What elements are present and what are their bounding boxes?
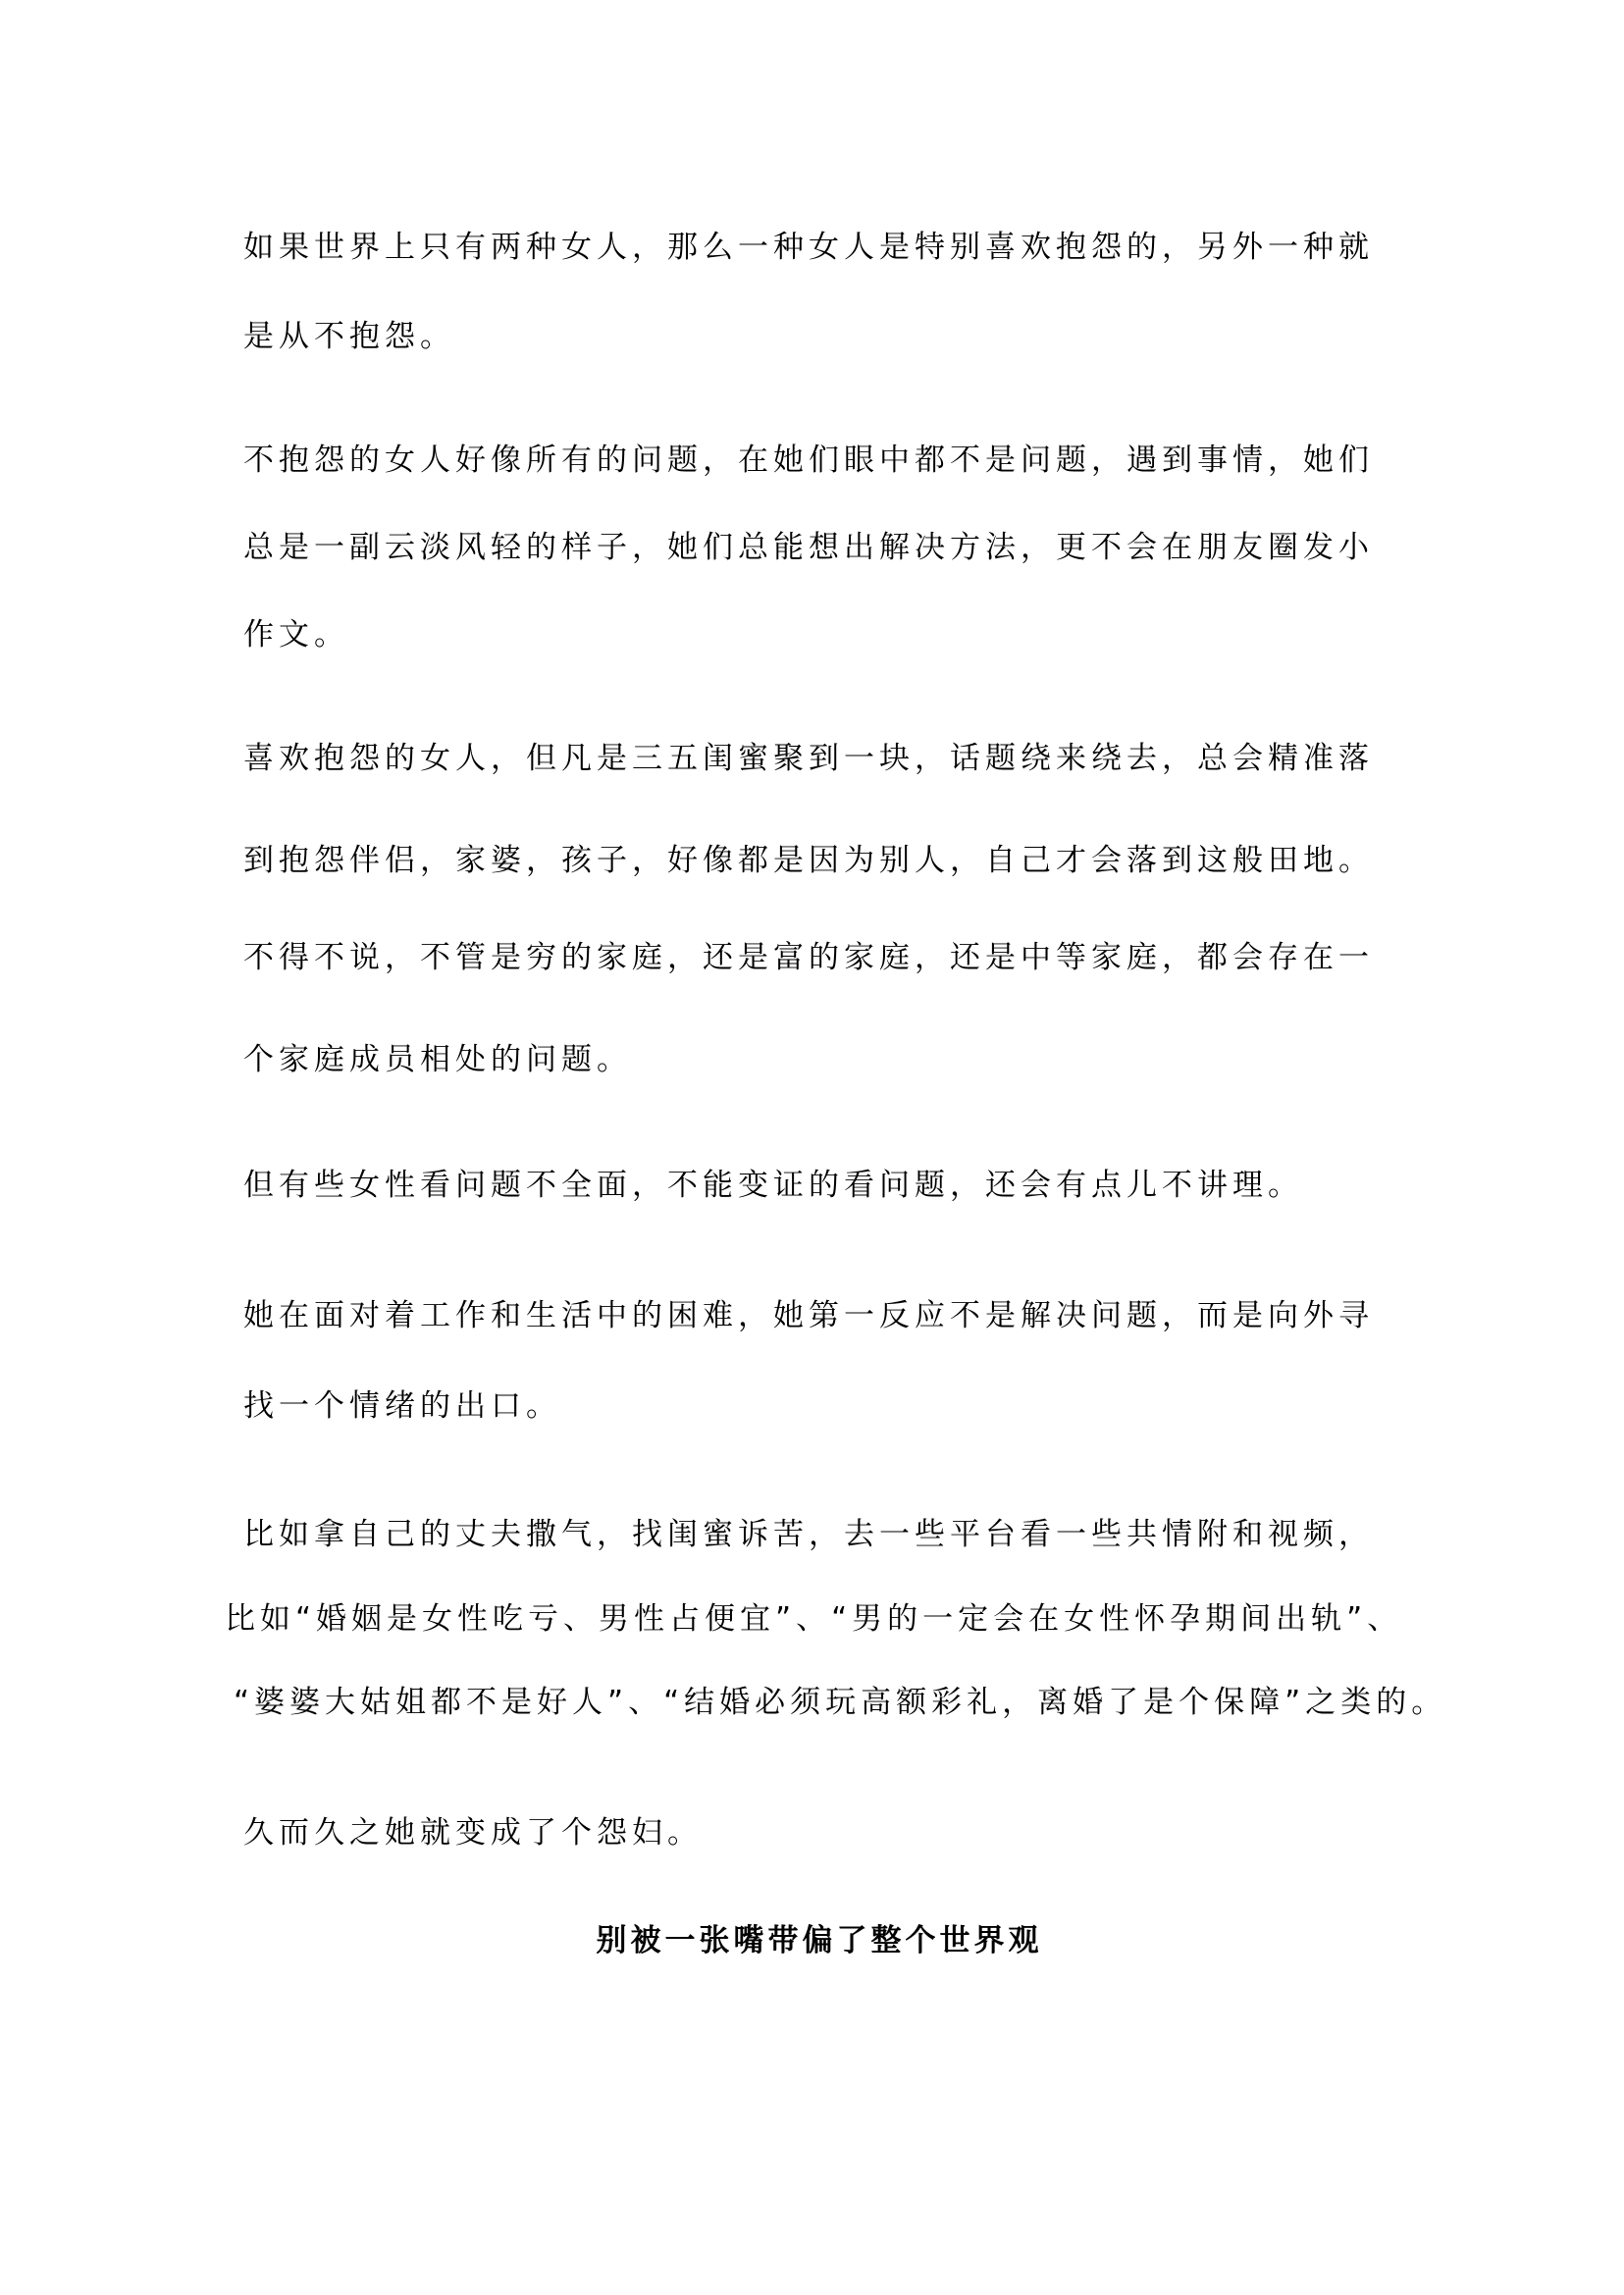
paragraph-3-line-2: 到抱怨伴侣，家婆，孩子，好像都是因为别人，自己才会落到这般田地。 <box>243 843 1374 878</box>
paragraph-3-line-1: 喜欢抱怨的女人，但凡是三五闺蜜聚到一块，话题绕来绕去，总会精准落 <box>243 741 1374 776</box>
paragraph-7-line-3: “婆婆大姑姐都不是好人”、“结婚必须玩高额彩礼，离婚了是个保障”之类的。 <box>234 1685 1447 1720</box>
paragraph-7-line-1: 比如拿自己的丈夫撒气，找闺蜜诉苦，去一些平台看一些共情附和视频， <box>243 1517 1374 1552</box>
section-heading: 别被一张嘴带偏了整个世界观 <box>596 1923 1043 1958</box>
paragraph-5-line-1: 但有些女性看问题不全面，不能变证的看问题，还会有点儿不讲理。 <box>243 1168 1303 1203</box>
paragraph-2-line-1: 不抱怨的女人好像所有的问题，在她们眼中都不是问题，遇到事情，她们 <box>243 443 1374 478</box>
paragraph-1-line-2: 是从不抱怨。 <box>243 319 455 354</box>
paragraph-6-line-1: 她在面对着工作和生活中的困难，她第一反应不是解决问题，而是向外寻 <box>243 1298 1374 1333</box>
paragraph-7-line-2: 比如“婚姻是女性吃亏、男性占便宜”、“男的一定会在女性怀孕期间出轨”、 <box>225 1601 1403 1637</box>
paragraph-2-line-3: 作文。 <box>243 617 349 652</box>
paragraph-1-line-1: 如果世界上只有两种女人，那么一种女人是特别喜欢抱怨的，另外一种就 <box>243 230 1374 265</box>
paragraph-2-line-2: 总是一副云淡风轻的样子，她们总能想出解决方法，更不会在朋友圈发小 <box>243 530 1374 565</box>
paragraph-4-line-2: 个家庭成员相处的问题。 <box>243 1042 632 1077</box>
paragraph-8-line-1: 久而久之她就变成了个怨妇。 <box>243 1815 703 1851</box>
paragraph-4-line-1: 不得不说，不管是穷的家庭，还是富的家庭，还是中等家庭，都会存在一 <box>243 940 1374 975</box>
paragraph-6-line-2: 找一个情绪的出口。 <box>243 1388 561 1424</box>
